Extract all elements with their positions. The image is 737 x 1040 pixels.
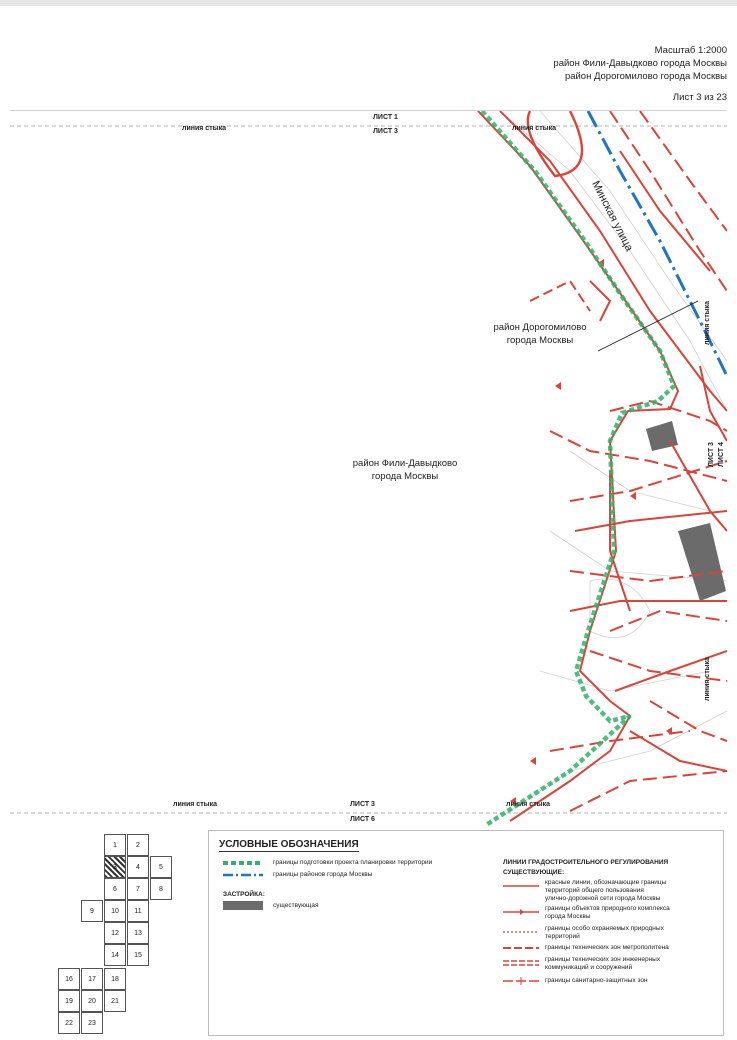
district-label-1: район Фили-Давыдково города Москвы — [553, 58, 727, 69]
sheet-index-cell: 16 — [58, 968, 80, 990]
sheet-number: Лист 3 из 23 — [672, 92, 727, 103]
sheet-index-cell: 4 — [127, 856, 149, 878]
legend-planning-boundary: границы подготовки проекта планировки территории — [273, 859, 433, 866]
sheet-index-cell: 23 — [81, 1012, 103, 1034]
legend-building-existing: существующая — [273, 902, 319, 909]
sheet-index-cell: 6 — [104, 878, 126, 900]
legend-nature: границы объектов природного комплекса города Москвы — [545, 905, 670, 920]
district-boundary-symbol — [223, 871, 263, 879]
scale-label: Масштаб 1:2000 — [654, 45, 727, 56]
sanitary-symbol — [503, 977, 539, 985]
sheet-current-bottom-label: ЛИСТ 3 — [350, 801, 375, 808]
junction-top-right-label: линия стыка — [512, 125, 557, 132]
legend-red-lines: красные линии, обозначающие границы территорий общего пользования улично-дорожной сети города Москвы — [545, 879, 667, 902]
sheet-footer — [10, 828, 727, 1038]
sheet-index-cell: 20 — [81, 990, 103, 1012]
engineering-symbol — [503, 959, 539, 967]
junction-right-label-2: линия стыка — [704, 656, 711, 701]
sheet-index-cell: 12 — [104, 922, 126, 944]
sheet-above-label: ЛИСТ 1 — [373, 114, 398, 121]
protected-symbol — [503, 929, 539, 935]
legend-sanitary: границы санитарно-защитных зон — [545, 977, 648, 984]
legend-title: УСЛОВНЫЕ ОБОЗНАЧЕНИЯ — [219, 839, 359, 850]
district-dorogomilovo-label: район Дорогомилово города Москвы — [493, 322, 587, 346]
junction-bottom-right-label: линия стыка — [506, 801, 551, 808]
district-fili-label: район Фили-Давыдково города Москвы — [352, 458, 458, 482]
sheet-header — [553, 44, 727, 104]
sheet-index-cell: 17 — [81, 968, 103, 990]
sheet-index-cell: 13 — [127, 922, 149, 944]
legend-engineering: границы технических зон инженерных коммуникаций и сооружений — [545, 956, 661, 971]
junction-top-left-label: линия стыка — [182, 125, 227, 132]
street-label: Минская улица — [589, 179, 636, 254]
legend-existing-header: СУЩЕСТВУЮЩИЕ: — [503, 869, 565, 876]
sheet-index-cell: 3 — [104, 856, 126, 878]
sheet-right-label-1: ЛИСТ 3 — [708, 442, 715, 467]
sheet-index-cell: 10 — [104, 900, 126, 922]
sheet-index-cell: 8 — [150, 878, 172, 900]
junction-bottom-left-label: линия стыка — [173, 801, 218, 808]
metro-symbol — [503, 945, 539, 951]
map-frame — [10, 110, 727, 829]
legend-protected: границы особо охраняемых природных территорий — [545, 925, 664, 940]
junction-right-label-1: линия стыка — [704, 300, 711, 345]
sheet-index-cell: 19 — [58, 990, 80, 1012]
building-symbol — [223, 901, 263, 910]
legend-reg-lines-header: ЛИНИИ ГРАДОСТРОИТЕЛЬНОГО РЕГУЛИРОВАНИЯ — [503, 859, 669, 866]
sheet-index-cell: 14 — [104, 944, 126, 966]
top-strip — [0, 0, 737, 6]
red-line-symbol — [503, 883, 539, 889]
planning-boundary-line — [482, 111, 674, 825]
sheet-index-cell: 2 — [127, 834, 149, 856]
sheet-index-cell: 15 — [127, 944, 149, 966]
sheet-below-label: ЛИСТ 6 — [350, 816, 375, 823]
sheet-index-cell: 21 — [104, 990, 126, 1012]
sheet-index-cell: 9 — [81, 900, 103, 922]
legend-metro: границы технических зон метрополитена — [545, 944, 669, 951]
sheet-index-cell: 1 — [104, 834, 126, 856]
sheet-right-label-2: ЛИСТ 4 — [718, 442, 725, 467]
nature-symbol — [503, 909, 539, 915]
sheet-current-top-label: ЛИСТ 3 — [373, 128, 398, 135]
sheet-index-cell: 22 — [58, 1012, 80, 1034]
sheet-index-cell: 7 — [127, 878, 149, 900]
sheet-index-cell: 11 — [127, 900, 149, 922]
legend — [208, 830, 724, 1036]
legend-district-boundary: границы районов города Москвы — [273, 871, 373, 878]
sheet-index-cell: 5 — [150, 856, 172, 878]
district-label-2: район Дорогомилово города Москвы — [564, 71, 727, 82]
planning-boundary-symbol — [223, 859, 263, 867]
legend-building-header: ЗАСТРОЙКА: — [223, 891, 265, 898]
sheet-index-cell: 18 — [104, 968, 126, 990]
